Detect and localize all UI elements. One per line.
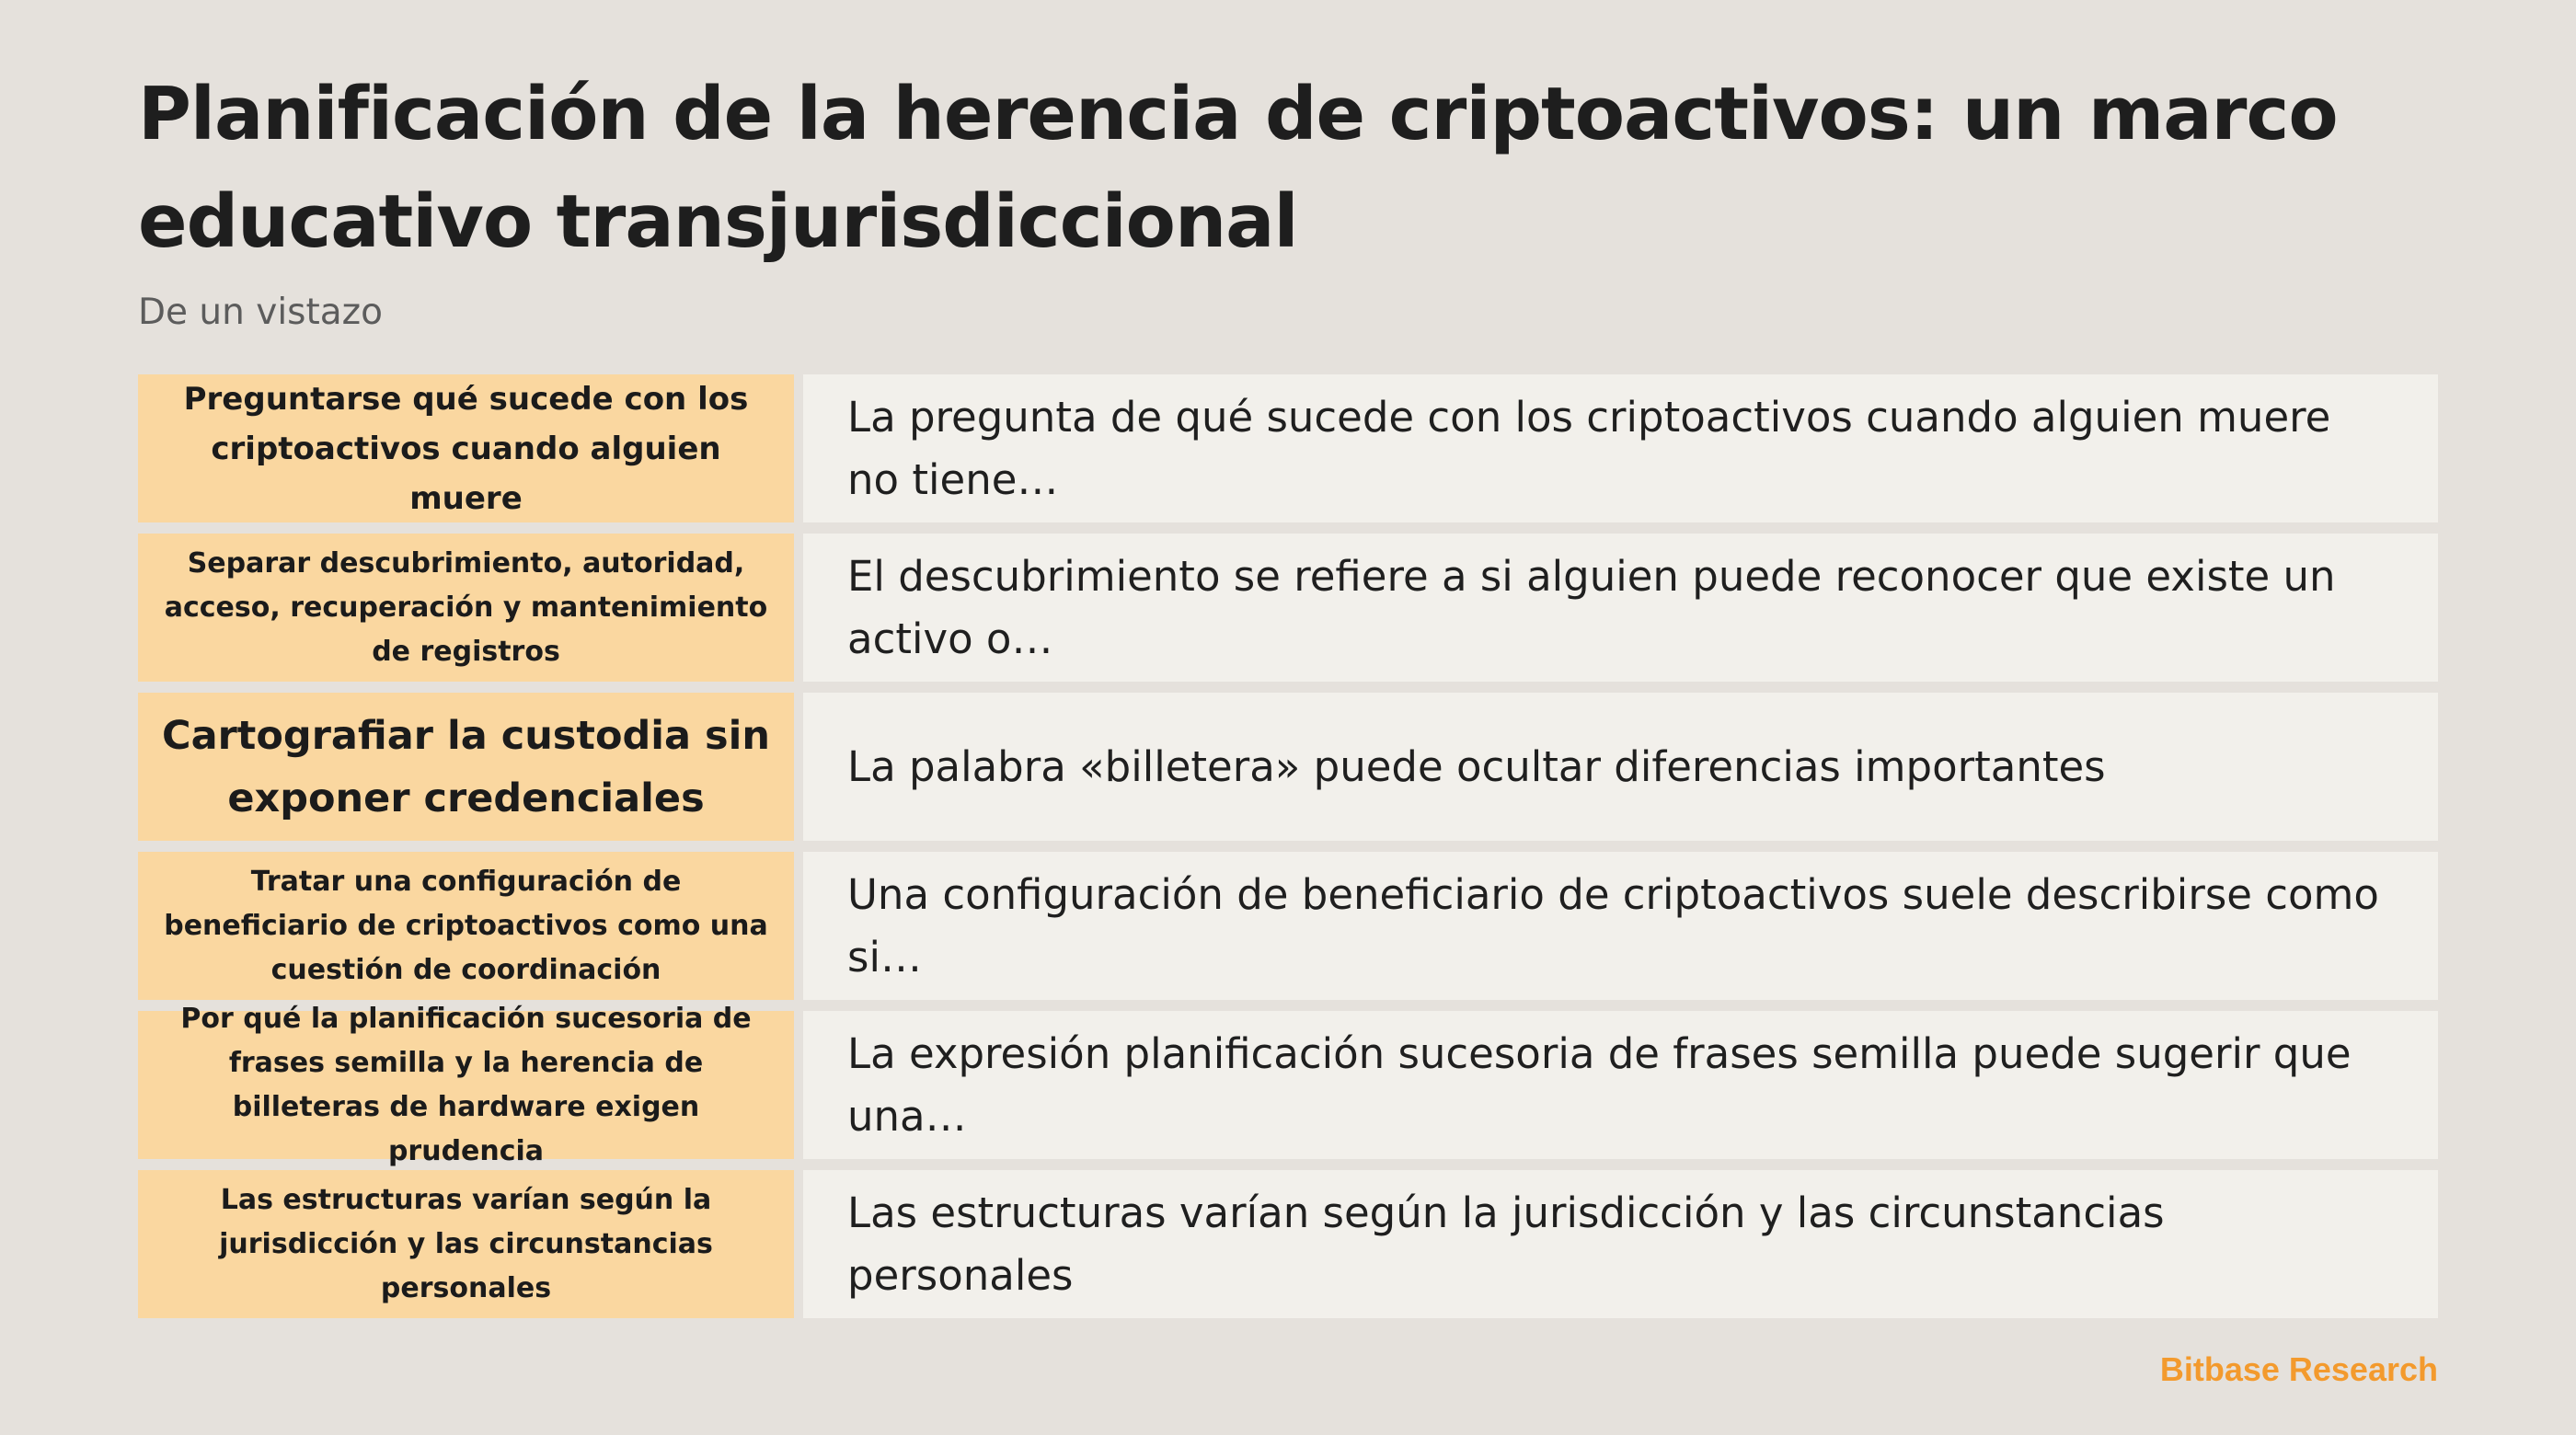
- row-text: La expresión planificación sucesoria de frases semilla puede sugerir que una…: [803, 1011, 2438, 1159]
- row-text: Las estructuras varían según la jurisdicción y las circunstancias personales: [803, 1170, 2438, 1318]
- row-label: Preguntarse qué sucede con los criptoactivos cuando alguien muere: [138, 374, 794, 522]
- row-text: Una configuración de beneficiario de criptoactivos suele describirse como si…: [803, 852, 2438, 1000]
- row-label: Cartografiar la custodia sin exponer credenciales: [138, 693, 794, 841]
- row-label: Separar descubrimiento, autoridad, acceso, recuperación y mantenimiento de registros: [138, 534, 794, 682]
- row-text: La pregunta de qué sucede con los criptoactivos cuando alguien muere no tiene…: [803, 374, 2438, 522]
- table-row: [138, 1002, 2438, 1167]
- row-text: La palabra «billetera» puede ocultar diferencias importantes: [803, 693, 2438, 841]
- brand-label: Bitbase Research: [2159, 1350, 2438, 1388]
- table-row: [138, 1170, 2438, 1318]
- summary-table: [138, 374, 2438, 1329]
- row-label: Tratar una configuración de beneficiario de criptoactivos como una cuestión de coordinación: [138, 852, 794, 1000]
- table-row: [138, 374, 2438, 522]
- table-row: [138, 852, 2438, 1000]
- table-row: [138, 693, 2438, 841]
- page-subtitle: De un vistazo: [138, 292, 384, 333]
- page-header: [138, 61, 2438, 335]
- row-text: El descubrimiento se refiere a si alguien puede reconocer que existe un activo o…: [803, 534, 2438, 682]
- page-title: Planificación de la herencia de criptoactivos: un marco educativo transjurisdiccional: [138, 72, 2338, 264]
- row-label: Por qué la planificación sucesoria de frases semilla y la herencia de billeteras de hardware exigen prudencia: [138, 1011, 794, 1159]
- row-label: Las estructuras varían según la jurisdicción y las circunstancias personales: [138, 1170, 794, 1318]
- table-row: [138, 534, 2438, 682]
